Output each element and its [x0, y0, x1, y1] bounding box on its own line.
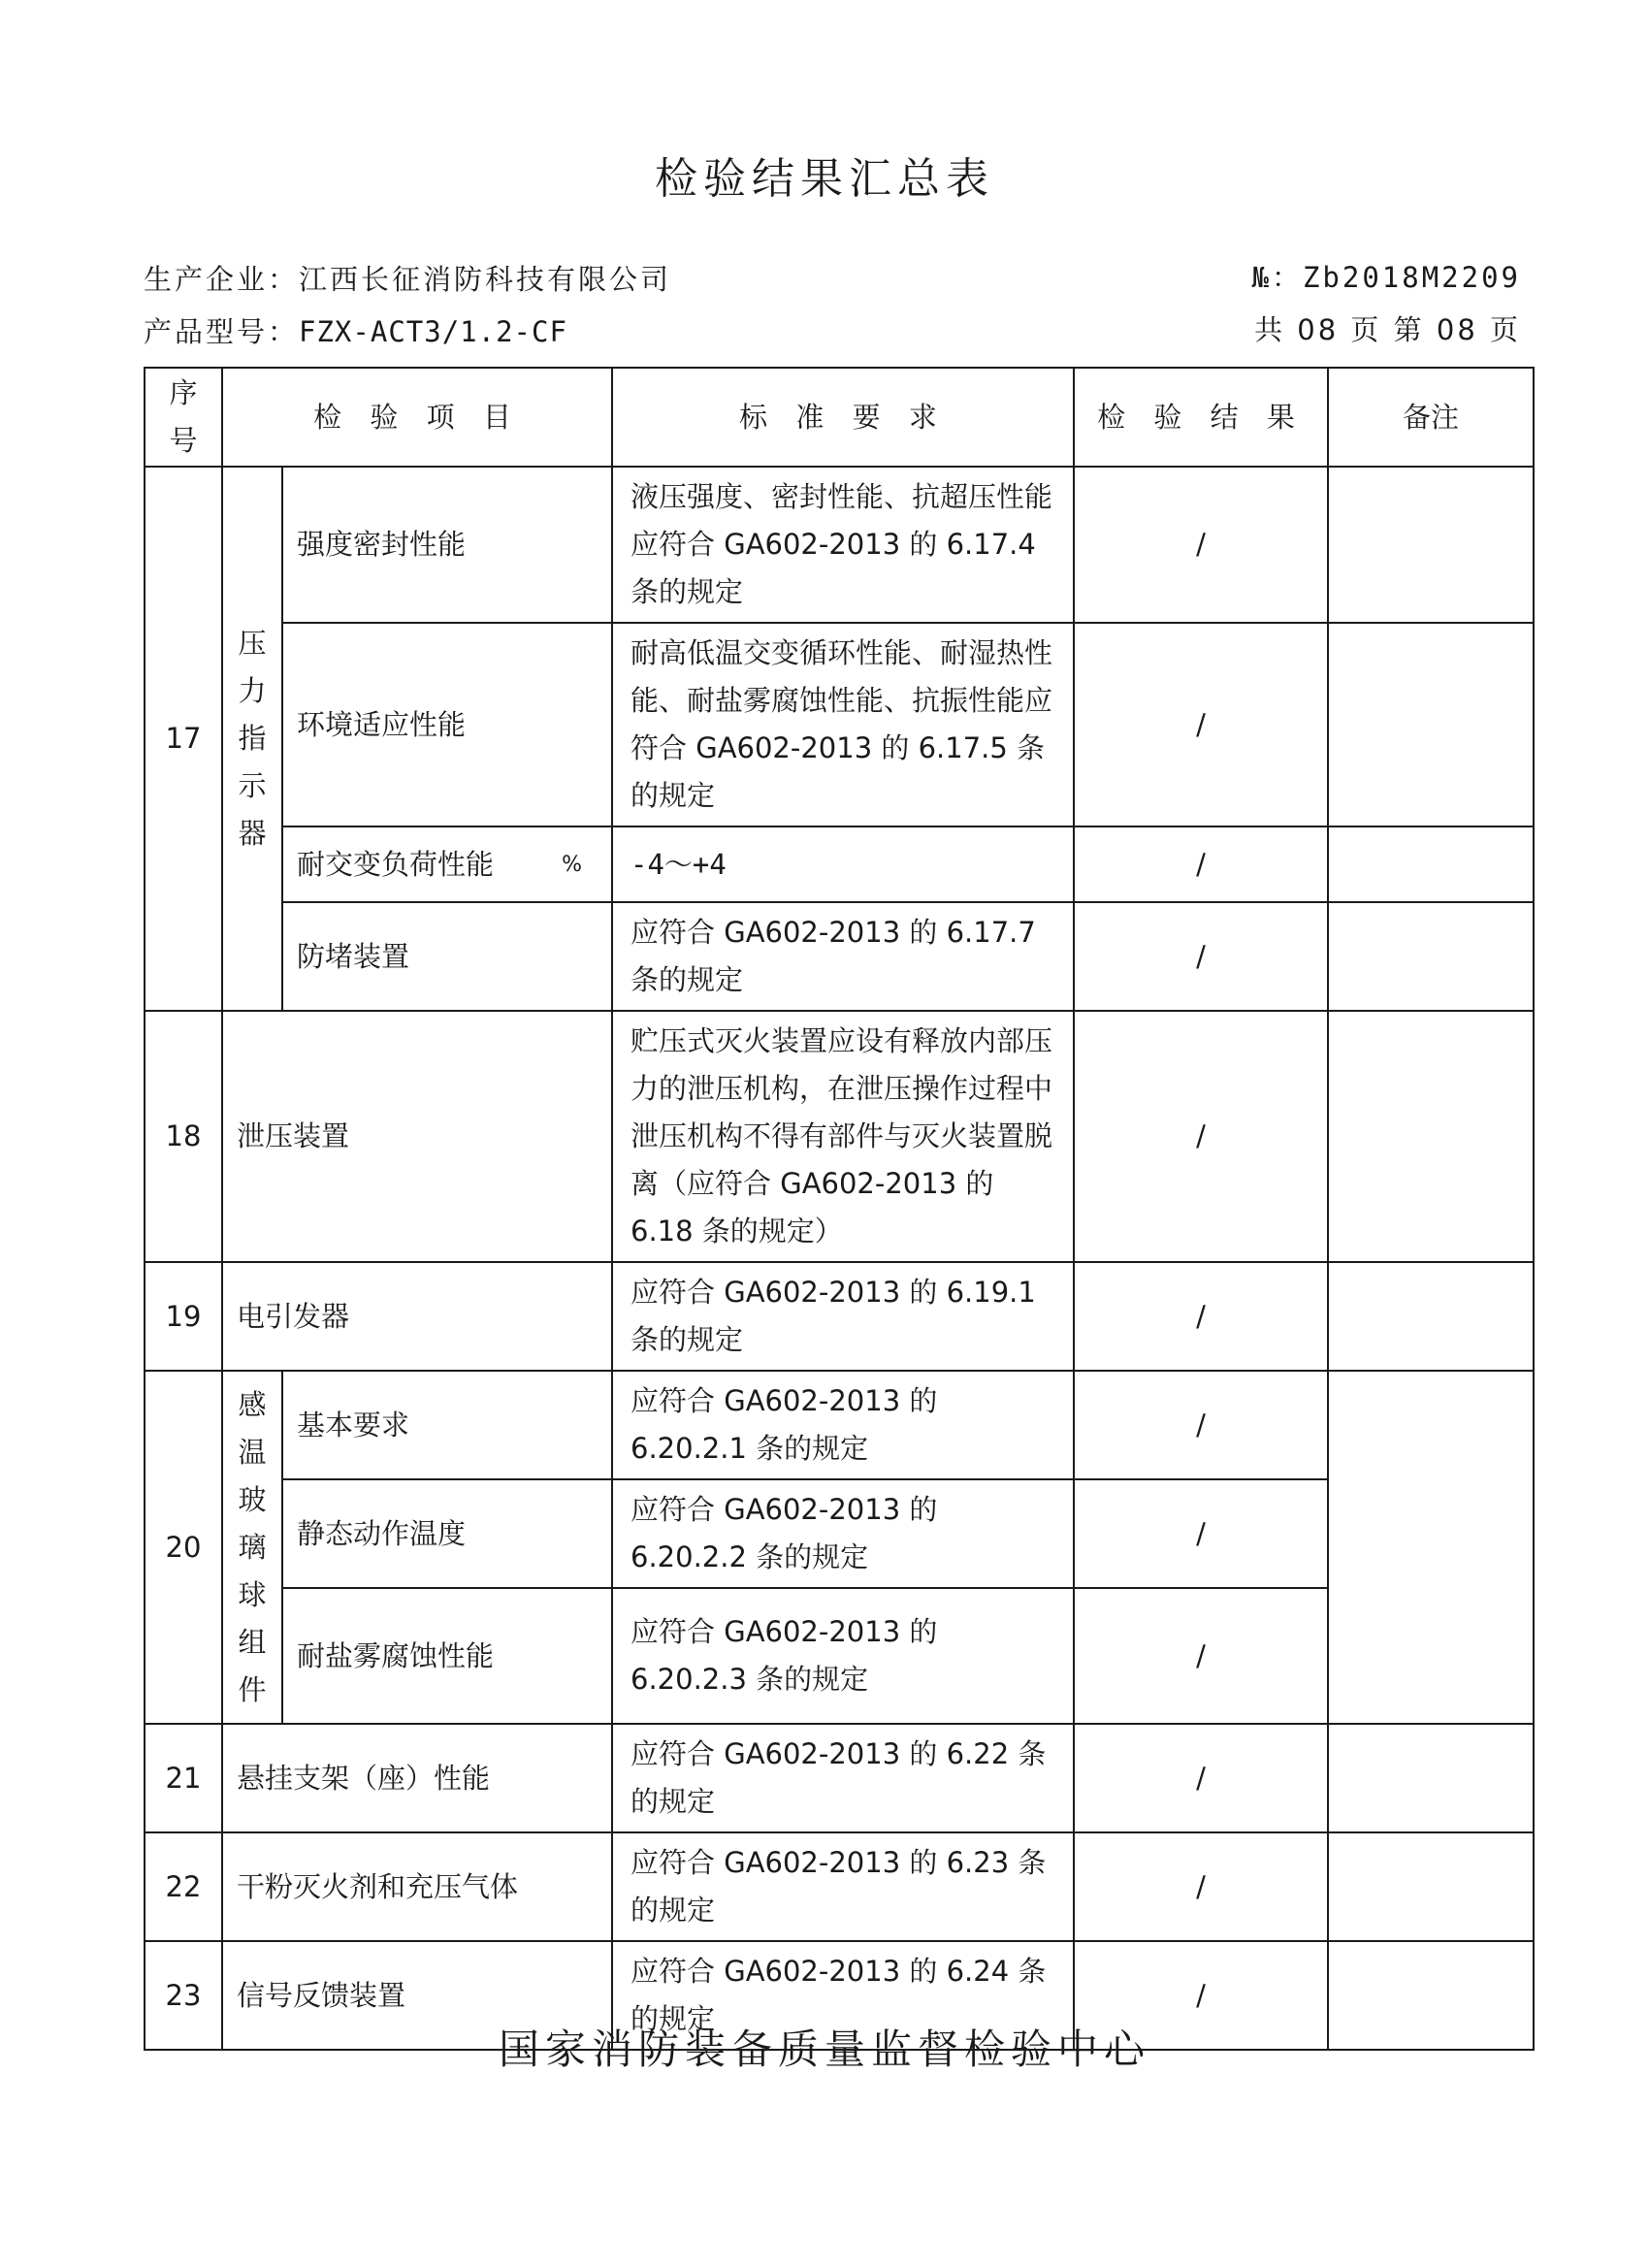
item-name [282, 826, 612, 902]
note-cell [1328, 826, 1534, 902]
result-value: / [1074, 1262, 1328, 1371]
group-label: 压力指示器 [222, 467, 282, 1011]
note-cell [1328, 623, 1534, 826]
note-cell [1328, 1262, 1534, 1371]
page-title: 检验结果汇总表 [655, 154, 994, 204]
result-value: / [1074, 1724, 1328, 1832]
table-row [145, 826, 1534, 902]
item-label: 耐交变负荷性能 [297, 847, 495, 881]
table-row [145, 1479, 1534, 1588]
item-name: 环境适应性能 [282, 623, 612, 826]
model-value: FZX-ACT3/1.2-CF [299, 315, 567, 348]
standard-text: 应符合 GA602-2013 的 6.24 条的规定 [612, 1941, 1074, 2050]
result-value: / [1074, 1011, 1328, 1262]
standard-text: 贮压式灭火装置应设有释放内部压力的泄压机构，在泄压操作过程中泄压机构不得有部件与灭火装置脱离（应符合 GA602-2013 的 6.18 条的规定） [612, 1011, 1074, 1262]
row-number: 17 [145, 467, 222, 1011]
note-cell [1328, 902, 1534, 1011]
item-name: 电引发器 [222, 1262, 612, 1371]
issuing-organization: 国家消防装备质量监督检验中心 [498, 2025, 1150, 2073]
item-name: 信号反馈装置 [222, 1941, 612, 2050]
producer-label: 生产企业： [144, 263, 300, 296]
header-seq: 序号 [145, 368, 222, 467]
producer-value: 江西长征消防科技有限公司 [299, 263, 672, 296]
result-value: / [1074, 1479, 1328, 1588]
row-number: 18 [145, 1011, 222, 1262]
row-number: 21 [145, 1724, 222, 1832]
result-value: / [1074, 1832, 1328, 1941]
table-row [145, 1588, 1534, 1724]
note-cell [1328, 467, 1534, 623]
standard-text: 耐高低温交变循环性能、耐湿热性能、耐盐雾腐蚀性能、抗振性能应符合 GA602-2013 的 6.17.5 条的规定 [612, 623, 1074, 826]
header-result: 检 验 结 果 [1074, 368, 1328, 467]
model-label: 产品型号： [144, 315, 300, 348]
standard-text: 应符合 GA602-2013 的 6.19.1 条的规定 [612, 1262, 1074, 1371]
result-value: / [1074, 826, 1328, 902]
note-cell [1328, 1011, 1534, 1262]
standard-text: 应符合 GA602-2013 的 6.22 条的规定 [612, 1724, 1074, 1832]
item-name: 悬挂支架（座）性能 [222, 1724, 612, 1832]
standard-text: 应符合 GA602-2013 的 6.20.2.1 条的规定 [612, 1371, 1074, 1479]
row-number: 20 [145, 1371, 222, 1724]
item-name: 耐盐雾腐蚀性能 [282, 1588, 612, 1724]
standard-text: 应符合 GA602-2013 的 6.20.2.3 条的规定 [612, 1588, 1074, 1724]
group-label: 感温玻璃球组件 [222, 1371, 282, 1724]
row-number: 22 [145, 1832, 222, 1941]
table-row [145, 1262, 1534, 1371]
result-value: / [1074, 1588, 1328, 1724]
page-count: 共 08 页 第 08 页 [1254, 313, 1521, 346]
item-name: 静态动作温度 [282, 1479, 612, 1588]
table-row [145, 1011, 1534, 1262]
result-value: / [1074, 902, 1328, 1011]
standard-text: 应符合 GA602-2013 的 6.20.2.2 条的规定 [612, 1479, 1074, 1588]
note-cell [1328, 1832, 1534, 1941]
table-row [145, 1832, 1534, 1941]
row-number: 23 [145, 1941, 222, 2050]
producer-line [144, 258, 671, 298]
header-item: 检 验 项 目 [222, 368, 612, 467]
table-row [145, 467, 1534, 623]
results-table [144, 367, 1535, 2051]
table-row [145, 1371, 1534, 1479]
result-value: / [1074, 623, 1328, 826]
table-row [145, 902, 1534, 1011]
table-row [145, 1724, 1534, 1832]
table-row [145, 623, 1534, 826]
item-name: 基本要求 [282, 1371, 612, 1479]
item-name: 防堵装置 [282, 902, 612, 1011]
result-value: / [1074, 1941, 1328, 2050]
standard-text: 应符合 GA602-2013 的 6.23 条的规定 [612, 1832, 1074, 1941]
report-number: №：Zb2018M2209 [1251, 261, 1521, 294]
note-cell [1328, 1724, 1534, 1832]
item-name: 强度密封性能 [282, 467, 612, 623]
table-header [145, 368, 1534, 467]
note-cell [1328, 1371, 1534, 1724]
result-value: / [1074, 467, 1328, 623]
header-standard: 标 准 要 求 [612, 368, 1074, 467]
standard-text: 液压强度、密封性能、抗超压性能应符合 GA602-2013 的 6.17.4 条的规定 [612, 467, 1074, 623]
standard-text: 应符合 GA602-2013 的 6.17.7 条的规定 [612, 902, 1074, 1011]
model-line [144, 310, 567, 350]
item-name: 泄压装置 [222, 1011, 612, 1262]
header-note: 备注 [1328, 368, 1534, 467]
standard-text: -4～+4 [612, 826, 1074, 902]
row-number: 19 [145, 1262, 222, 1371]
result-value: / [1074, 1371, 1328, 1479]
item-name: 干粉灭火剂和充压气体 [222, 1832, 612, 1941]
unit-label: % [562, 852, 582, 877]
